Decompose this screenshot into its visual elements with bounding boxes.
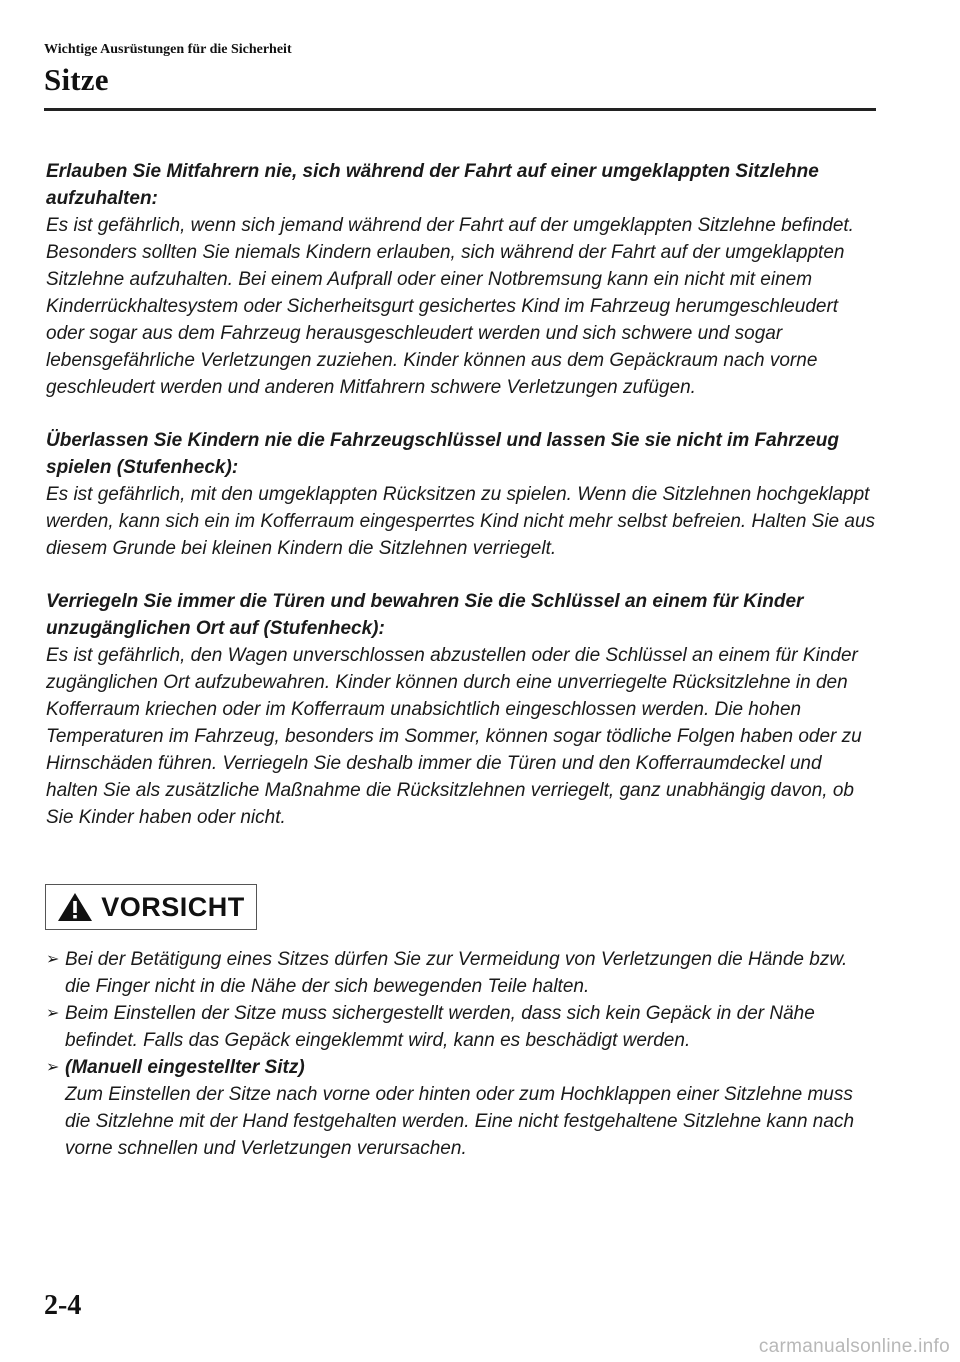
page-title: Sitze	[44, 62, 109, 97]
warning-section	[46, 158, 876, 401]
list-item	[46, 1054, 876, 1162]
warning-triangle-icon	[57, 892, 93, 922]
caution-box	[45, 884, 257, 930]
list-item	[46, 946, 876, 1000]
warning-heading: Überlassen Sie Kindern nie die Fahrzeugschlüssel und lassen Sie sie nicht im Fahrzeug spielen (Stufenheck):	[46, 430, 839, 478]
list-item-text: Beim Einstellen der Sitze muss sichergestellt werden, dass sich kein Gepäck in der Nähe befindet. Falls das Gepäck eingeklemmt wird, kann es beschädigt werden.	[65, 1003, 815, 1051]
warning-text-block	[46, 158, 876, 857]
warning-body: Es ist gefährlich, den Wagen unverschlossen abzustellen oder die Schlüssel an einem für Kinder zugänglichen Ort aufzubewahren. Kinder können durch eine unverriegelte Rücksitzlehne in den Kofferraum kriechen oder im Kofferraum unabsichtlich eingeschlossen werden. Die hohen Temperaturen im Fahrzeug, besonders im Sommer, können sogar tödliche Folgen haben oder zu Hirnschäden führen. Verriegeln Sie deshalb immer die Türen und den Kofferraumdeckel und halten Sie als zusätzliche Maßnahme die Rücksitzlehnen verriegelt, ganz unabhängig davon, ob Sie Kinder haben oder nicht.	[46, 645, 862, 828]
warning-section	[46, 588, 876, 831]
list-item	[46, 1000, 876, 1054]
warning-body: Es ist gefährlich, mit den umgeklappten Rücksitzen zu spielen. Wenn die Sitzlehnen hochgeklappt werden, kann sich ein im Kofferraum eingesperrtes Kind nicht mehr selbst befreien. Halten Sie aus diesem Grunde bei kleinen Kindern die Sitzlehnen verriegelt.	[46, 484, 876, 559]
warning-body: Es ist gefährlich, wenn sich jemand während der Fahrt auf der umgeklappten Sitzlehne befindet. Besonders sollten Sie niemals Kindern erlauben, sich während der Fahrt auf der umgeklappten Sitzlehne aufzuhalten. Bei einem Aufprall oder einer Notbremsung kann ein nicht mit einem Kinderrückhaltesystem oder Sicherheitsgurt gesichertes Kind im Fahrzeug herumgeschleudert oder sogar aus dem Fahrzeug herausgeschleudert werden und sich schwere und sogar lebensgefährliche Verletzungen zuziehen. Kinder können aus dem Gepäckraum nach vorne geschleudert werden und anderen Mitfahrern schwere Verletzungen zufügen.	[46, 215, 854, 398]
list-item-text: Bei der Betätigung eines Sitzes dürfen Sie zur Vermeidung von Verletzungen die Hände bzw. die Finger nicht in die Nähe der sich bewegenden Teile halten.	[65, 949, 848, 997]
warning-heading: Erlauben Sie Mitfahrern nie, sich während der Fahrt auf einer umgeklappten Sitzlehne aufzuhalten:	[46, 161, 819, 209]
arrow-bullet-icon: ➢	[46, 951, 60, 968]
list-item-text: Zum Einstellen der Sitze nach vorne oder hinten oder zum Hochklappen einer Sitzlehne muss die Sitzlehne mit der Hand festgehalten werden. Eine nicht festgehaltene Sitzlehne kann nach vorne schnellen und Verletzungen verursachen.	[65, 1084, 855, 1159]
section-kicker: Wichtige Ausrüstungen für die Sicherheit	[44, 42, 292, 57]
watermark: carmanualsonline.info	[758, 1336, 950, 1357]
warning-heading: Verriegeln Sie immer die Türen und bewahren Sie die Schlüssel an einem für Kinder unzugänglichen Ort auf (Stufenheck):	[46, 591, 804, 639]
warning-section	[46, 427, 876, 562]
page-number: 2-4	[44, 1290, 82, 1321]
list-item-heading: (Manuell eingestellter Sitz)	[65, 1057, 305, 1078]
caution-label: VORSICHT	[101, 891, 245, 922]
arrow-bullet-icon: ➢	[46, 1005, 60, 1022]
header-divider	[44, 108, 876, 111]
caution-list	[46, 946, 876, 1162]
arrow-bullet-icon: ➢	[46, 1059, 60, 1076]
